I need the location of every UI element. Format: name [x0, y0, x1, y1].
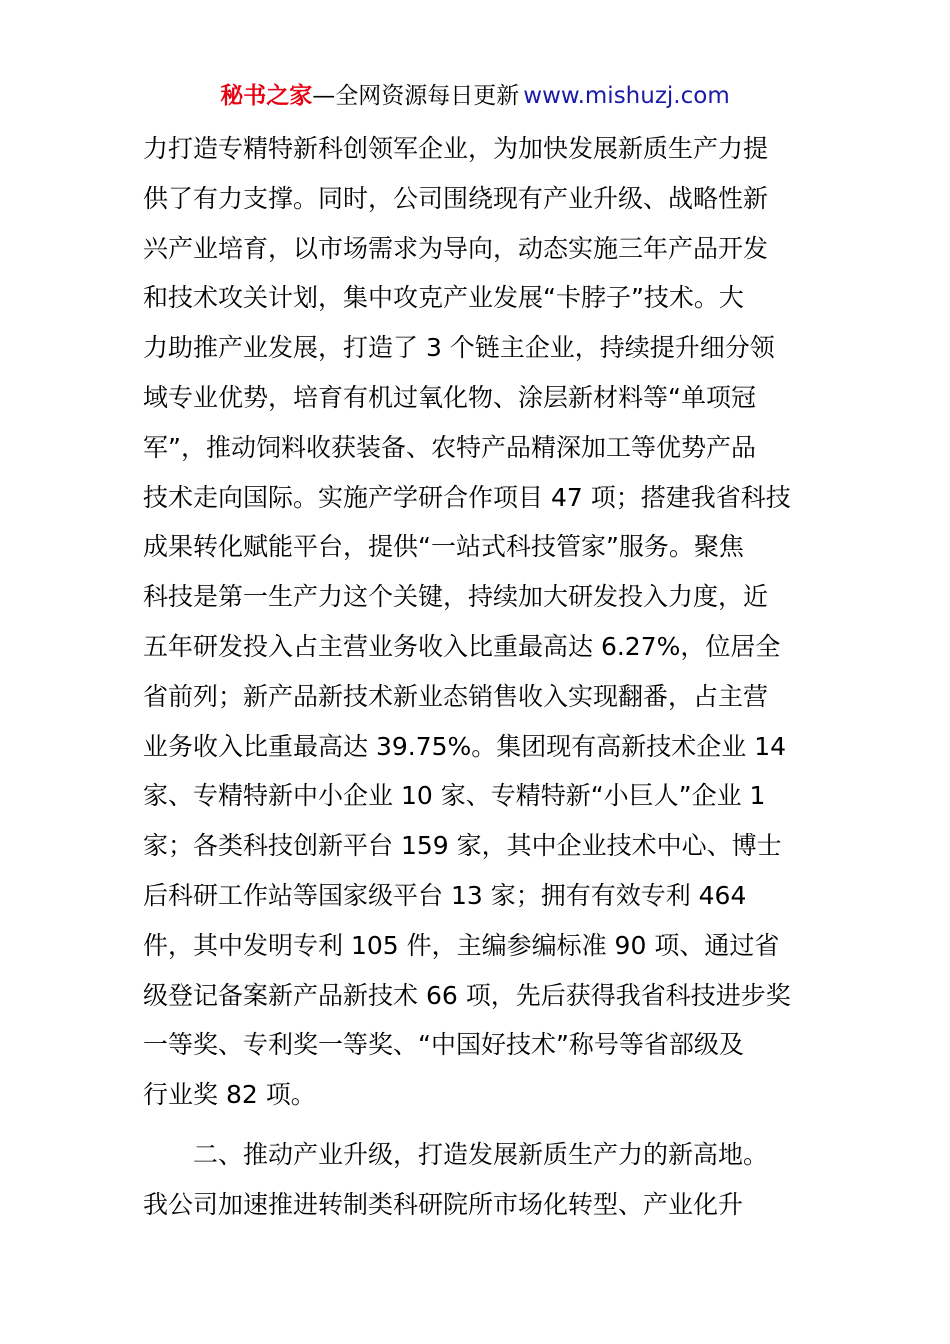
text-line: 级登记备案新产品新技术 66 项，先后获得我省科技进步奖	[143, 980, 791, 1010]
text-line: 军”，推动饲料收获装备、农特产品精深加工等优势产品	[143, 432, 756, 462]
text-line: 域专业优势，培育有机过氧化物、涂层新材料等“单项冠	[143, 382, 756, 412]
text-line: 后科研工作站等国家级平台 13 家；拥有有效专利 464	[143, 880, 747, 910]
text-line: 件，其中发明专利 105 件，主编参编标准 90 项、通过省	[143, 930, 780, 960]
text-line: 一等奖、专利奖一等奖、“中国好技术”称号等省部级及	[143, 1030, 744, 1060]
text-line: 供了有力支撑。同时，公司围绕现有产业升级、战略性新	[143, 183, 769, 213]
text-line: 科技是第一生产力这个关键，持续加大研发投入力度，近	[143, 582, 769, 612]
text-line: 力助推产业发展，打造了 3 个链主企业，持续提升细分领	[143, 333, 775, 363]
site-tagline: —全网资源每日更新	[312, 83, 520, 109]
text-line: 兴产业培育，以市场需求为导向，动态实施三年产品开发	[143, 233, 769, 263]
text-line: 我公司加速推进转制类科研院所市场化转型、产业化升	[143, 1189, 744, 1219]
text-line: 行业奖 82 项。	[143, 1080, 316, 1110]
text-line: 家；各类科技创新平台 159 家，其中企业技术中心、博士	[143, 831, 782, 861]
text-line: 和技术攻关计划，集中攻克产业发展“卡脖子”技术。大	[143, 283, 744, 313]
section-heading: 二、推动产业升级，打造发展新质生产力的新高地。	[193, 1139, 769, 1169]
text-line: 技术走向国际。实施产学研合作项目 47 项；搭建我省科技	[143, 482, 791, 512]
text-line: 成果转化赋能平台，提供“一站式科技管家”服务。聚焦	[143, 532, 744, 562]
paragraph-2	[143, 1130, 813, 1230]
page-header	[0, 78, 950, 114]
document-body	[143, 124, 813, 1230]
text-line: 业务收入比重最高达 39.75%。集团现有高新技术企业 14	[143, 731, 787, 761]
paragraph-1	[143, 124, 813, 1120]
text-line: 家、专精特新中小企业 10 家、专精特新“小巨人”企业 1	[143, 781, 766, 811]
site-brand: 秘书之家	[220, 83, 313, 109]
site-url-link[interactable]: www.mishuzj.com	[523, 83, 730, 109]
text-line: 五年研发投入占主营业务收入比重最高达 6.27%，位居全	[143, 631, 781, 661]
text-line: 力打造专精特新科创领军企业，为加快发展新质生产力提	[143, 134, 769, 163]
text-line: 省前列；新产品新技术新业态销售收入实现翻番，占主营	[143, 681, 769, 711]
